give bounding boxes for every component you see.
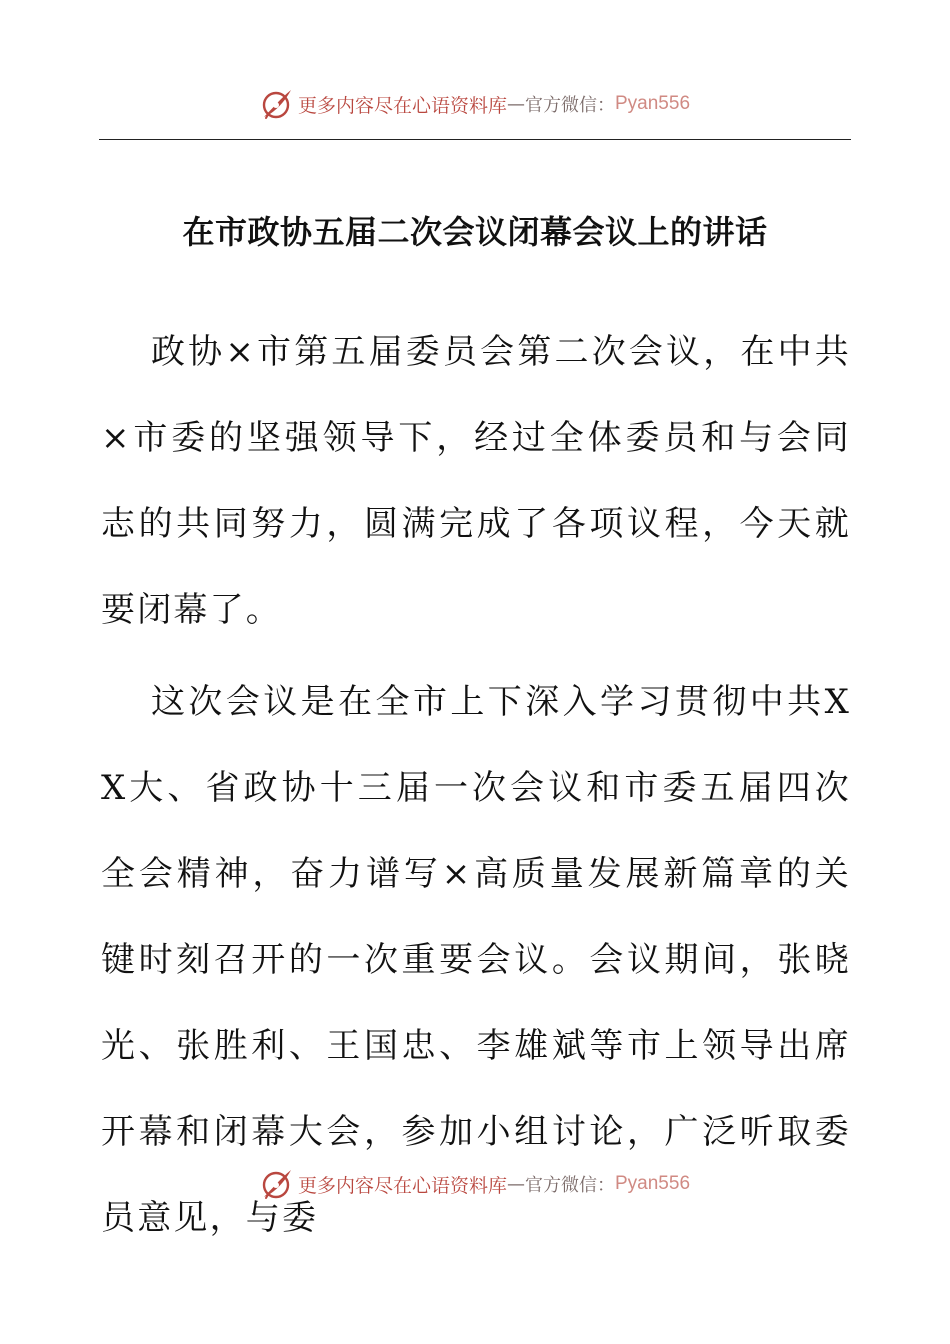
paragraph-1: 政协×市第五届委员会第二次会议，在中共×市委的坚强领导下，经过全体委员和与会同志的共同努力，圆满完成了各项议程，今天就要闭幕了。: [101, 332, 851, 630]
header-divider: [99, 139, 851, 140]
footer-banner-separator: —: [507, 1173, 525, 1195]
paragraph-2: 这次会议是在全市上下深入学习贯彻中共XX大、省政协十三届一次会议和市委五届四次全会精神，奋力谱写×高质量发展新篇章的关键时刻召开的一次重要会议。会议期间，张晓光、张胜利、王国忠、李雄斌等市上领导出席开幕和闭幕大会，参加小组讨论，广泛听取委员意见，与委: [101, 682, 851, 1238]
quill-logo-icon: [260, 1167, 294, 1201]
document-body: [101, 309, 851, 1261]
quill-logo-icon: [260, 87, 294, 121]
footer-banner-text: 更多内容尽在心语资料库: [297, 1174, 507, 1197]
header-banner-separator: —: [507, 93, 525, 115]
header-banner-text: 更多内容尽在心语资料库: [297, 94, 507, 117]
document-title: 在市政协五届二次会议闭幕会议上的讲话: [182, 213, 768, 251]
footer-banner-official-label: 官方微信：: [525, 1175, 615, 1196]
footer-banner-wechat-id: Pyan556: [615, 1173, 691, 1194]
header-banner-wechat-id: Pyan556: [615, 93, 691, 114]
header-banner-official-label: 官方微信：: [525, 95, 615, 116]
header-watermark-banner: [0, 84, 950, 124]
footer-watermark-banner: [0, 1164, 950, 1204]
